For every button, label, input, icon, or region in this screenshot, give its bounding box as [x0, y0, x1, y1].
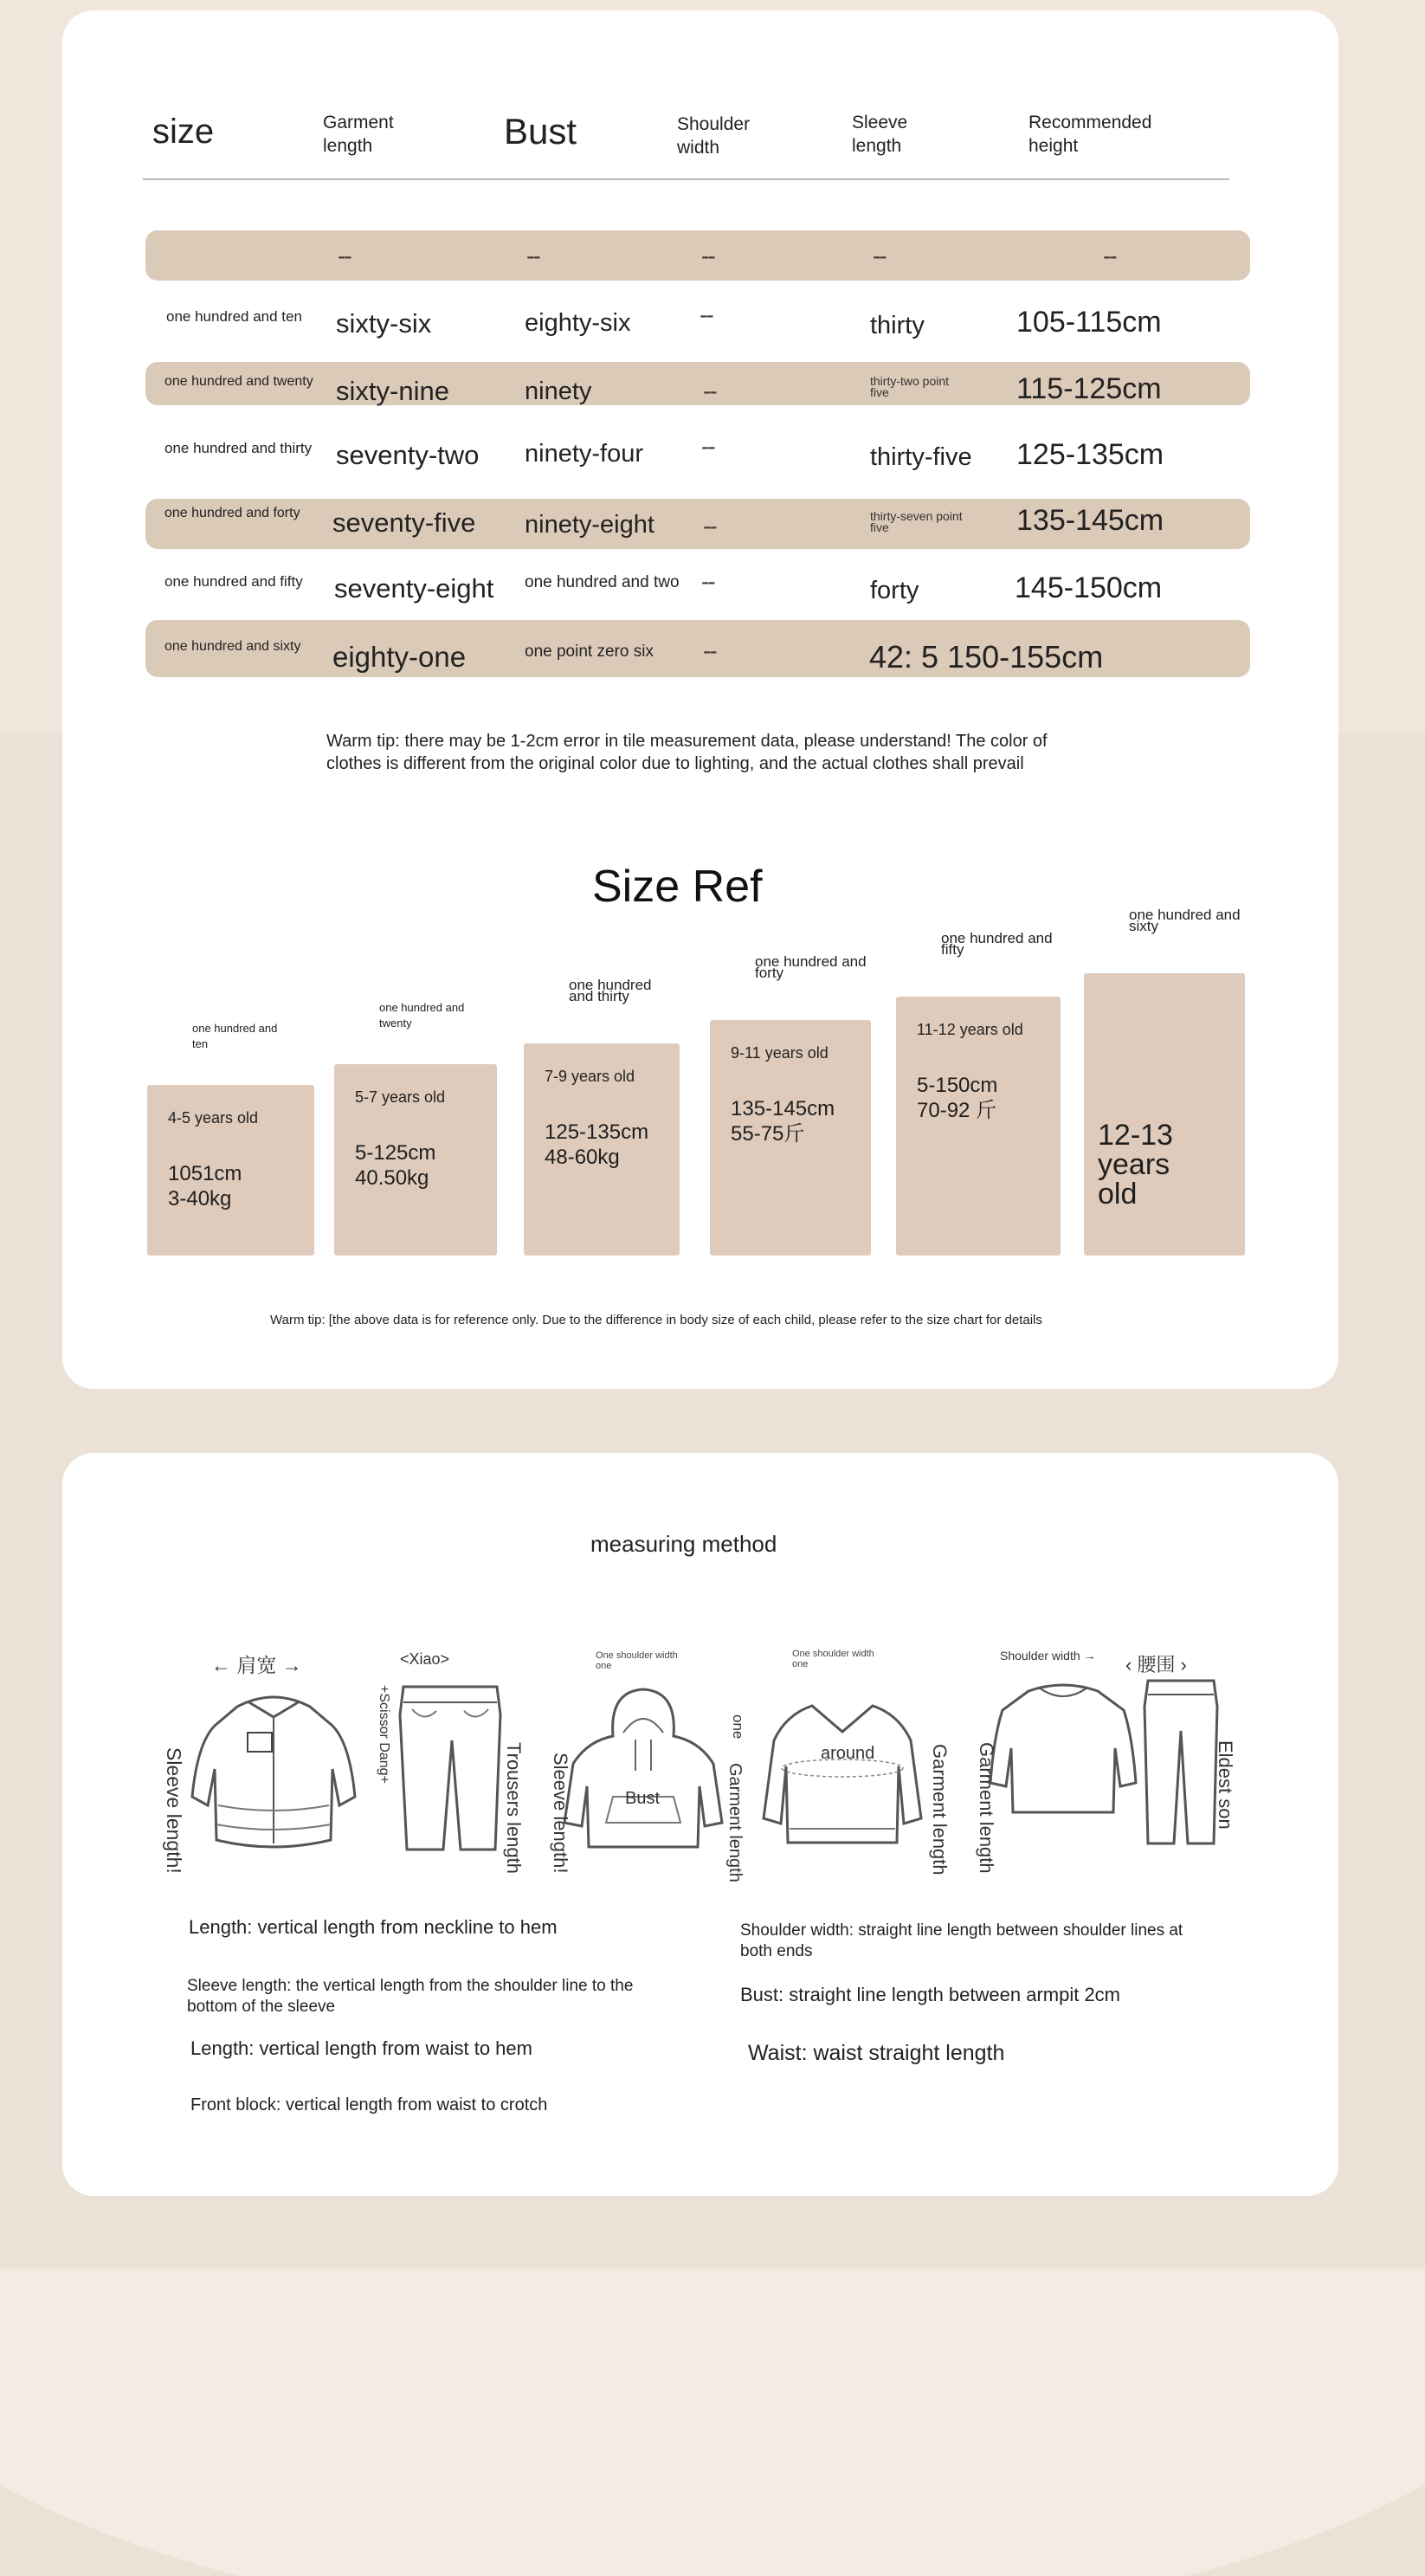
size-ref-height-weight: 135-145cm 55-75斤	[731, 1097, 835, 1146]
one-shoulder-width-label-2: One shoulder width one	[792, 1649, 874, 1669]
size-ref-age: 7-9 years old	[545, 1068, 635, 1085]
size-ref-title: Size Ref	[592, 862, 763, 912]
jacket-illustration	[187, 1675, 360, 1857]
shoulder-width-label: Shoulder width →	[1000, 1649, 1096, 1662]
table-cell-size: one hundred and sixty	[164, 639, 301, 654]
table-cell-shoulder: --	[703, 378, 716, 404]
table-cell-bust: eighty-six	[525, 309, 631, 337]
size-ref-height-weight: 125-135cm 48-60kg	[545, 1120, 649, 1169]
header-shoulder-width: Shoulder width	[677, 114, 751, 158]
header-sleeve-length: Sleeve length	[852, 113, 908, 156]
size-ref-bar-label: one hundred and fifty	[941, 930, 1053, 958]
size-ref-age: 11-12 years old	[917, 1021, 1023, 1038]
size-ref-age: 4-5 years old	[168, 1109, 259, 1127]
trousers-illustration	[390, 1680, 511, 1853]
table-cell-garment: sixty-six	[336, 308, 432, 339]
table-cell-shoulder: --	[703, 513, 716, 539]
tracksuit-illustration	[987, 1675, 1229, 1849]
size-ref-bar-label: one hundred and sixty	[1129, 907, 1241, 934]
definition-waist: Waist: waist straight length	[748, 2041, 1005, 2065]
one-label: one	[730, 1714, 746, 1740]
around-label: around	[821, 1744, 875, 1763]
table-band-header	[145, 230, 1250, 281]
size-ref-bar	[1084, 973, 1245, 1256]
table-cell-shoulder: --	[703, 637, 716, 664]
definition-bust: Bust: straight line length between armpit 2cm	[740, 1984, 1121, 2005]
table-cell-height: 125-135cm	[1016, 438, 1164, 471]
scissor-dang-label: +Scissor Dang+	[377, 1685, 391, 1784]
xiao-label: <Xiao>	[400, 1650, 450, 1668]
header-bust: Bust	[504, 111, 577, 152]
table-cell-height: 145-150cm	[1015, 571, 1163, 604]
size-ref-height-weight: 12-13 years old	[1098, 1119, 1173, 1211]
header-garment-length: Garment length	[323, 113, 394, 156]
size-ref-bar-label: one hundred and thirty	[569, 977, 652, 1004]
table-dash: --	[526, 242, 539, 269]
table-cell-height: 105-115cm	[1016, 306, 1162, 339]
definition-front-block: Front block: vertical length from waist to crotch	[190, 2095, 548, 2114]
shoulder-width-cn-label: ← 肩宽 →	[211, 1654, 302, 1676]
table-cell-shoulder: --	[701, 568, 714, 595]
table-dash: --	[701, 242, 714, 269]
table-cell-bust: ninety-eight	[525, 511, 654, 539]
table-cell-sleeve: thirty-two point five	[870, 374, 950, 399]
table-cell-garment: sixty-nine	[336, 376, 449, 406]
definition-length-neckline: Length: vertical length from neckline to hem	[189, 1916, 558, 1938]
table-dash: --	[338, 242, 351, 269]
header-recommended-height: Recommended height	[1028, 113, 1152, 156]
measuring-method-title: measuring method	[590, 1531, 777, 1557]
garment-length-label-3: Garment length	[976, 1742, 997, 1874]
table-cell-garment: seventy-eight	[334, 573, 494, 604]
table-cell-sleeve: thirty-five	[870, 443, 972, 471]
header-size: size	[152, 113, 215, 151]
table-cell-bust: ninety	[525, 378, 592, 405]
table-cell-sleeve: thirty	[870, 312, 925, 339]
size-ref-bar-label: one hundred and ten	[192, 1022, 278, 1050]
table-dash: --	[873, 242, 886, 269]
definition-shoulder-width: Shoulder width: straight line length between shoulder lines at both ends	[740, 1921, 1183, 1960]
hoodie-illustration	[561, 1684, 725, 1857]
size-ref-bar-label: one hundred and forty	[755, 953, 867, 981]
table-cell-size: one hundred and thirty	[164, 440, 313, 456]
garment-length-label-2: Garment length	[929, 1744, 951, 1876]
table-cell-garment: eighty-one	[332, 641, 467, 673]
table-cell-sleeve: 42: 5 150-155cm	[869, 639, 1104, 675]
definition-sleeve-length: Sleeve length: the vertical length from the shoulder line to the bottom of the sleeve	[187, 1977, 634, 2016]
page-background-bottom	[0, 2269, 1425, 2576]
table-cell-sleeve: forty	[870, 577, 919, 604]
header-divider	[143, 178, 1229, 180]
eldest-son-label: Eldest son	[1215, 1740, 1236, 1830]
table-cell-size: one hundred and fifty	[164, 573, 303, 590]
sleeve-length-label: Sleeve length!	[163, 1747, 185, 1874]
table-cell-shoulder: --	[700, 301, 712, 328]
table-dash: --	[1103, 242, 1116, 269]
size-ref-height-weight: 5-150cm 70-92 斤	[917, 1074, 998, 1122]
trousers-length-label: Trousers length	[503, 1742, 525, 1875]
size-ref-height-weight: 1051cm 3-40kg	[168, 1162, 242, 1211]
table-cell-sleeve: thirty-seven point five	[870, 509, 963, 534]
garment-length-label: Garment length	[725, 1763, 745, 1882]
size-ref-height-weight: 5-125cm 40.50kg	[355, 1141, 436, 1190]
table-cell-garment: seventy-five	[332, 507, 476, 538]
size-ref-age: 9-11 years old	[731, 1044, 829, 1062]
size-ref-warm-tip: Warm tip: [the above data is for reference only. Due to the difference in body size of each child, please refer to the size chart for details	[270, 1313, 1042, 1327]
table-cell-garment: seventy-two	[336, 440, 480, 470]
table-cell-shoulder: --	[701, 433, 714, 460]
table-cell-size: one hundred and twenty	[164, 374, 313, 389]
definition-length-waist: Length: vertical length from waist to hem	[190, 2037, 532, 2059]
table-cell-bust: ninety-four	[525, 440, 644, 468]
size-ref-age: 5-7 years old	[355, 1088, 446, 1106]
bust-label: Bust	[625, 1789, 661, 1808]
waist-cn-label: ‹ 腰围 ›	[1125, 1654, 1187, 1675]
sweater-illustration	[760, 1688, 925, 1853]
table-cell-size: one hundred and forty	[164, 506, 300, 520]
table-cell-height: 135-145cm	[1016, 504, 1164, 537]
measurement-warm-tip: Warm tip: there may be 1-2cm error in tile measurement data, please understand! The color of clothes is different from the original color due to lighting, and the actual clothes shall prevail	[326, 732, 1048, 773]
size-ref-bar-label: one hundred and twenty	[379, 1001, 465, 1030]
one-shoulder-width-label: One shoulder width one	[596, 1650, 678, 1671]
sleeve-length-label-2: Sleeve length!	[550, 1753, 571, 1874]
table-cell-bust: one hundred and two	[525, 573, 680, 591]
table-cell-bust: one point zero six	[525, 642, 654, 661]
table-cell-size: one hundred and ten	[166, 308, 302, 325]
table-cell-height: 115-125cm	[1016, 372, 1162, 405]
